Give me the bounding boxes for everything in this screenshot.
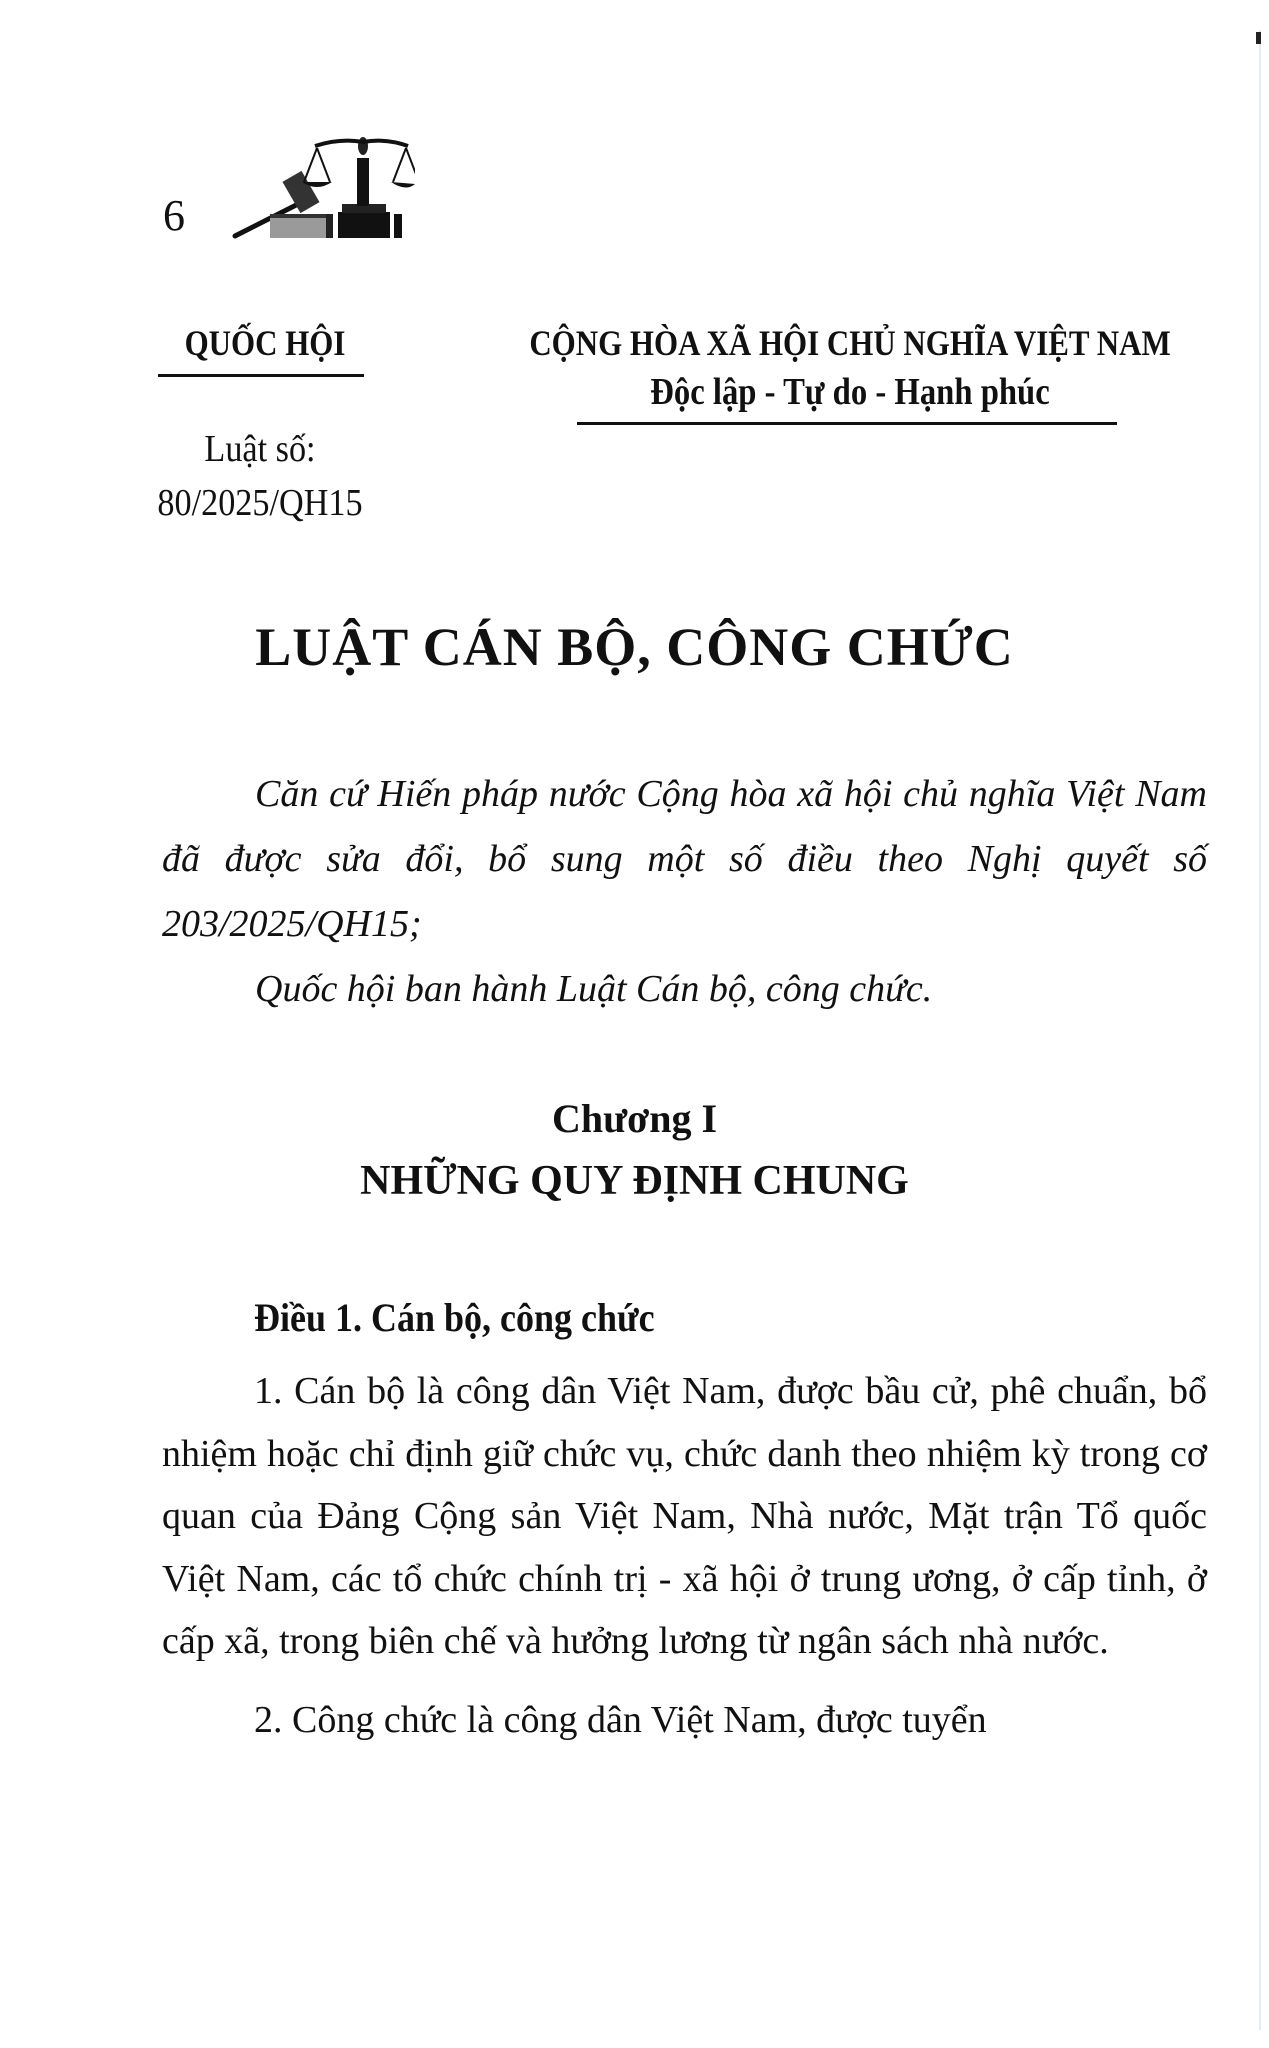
issuing-agency-block (140, 318, 390, 368)
preamble-legal-basis: Căn cứ Hiến pháp nước Cộng hòa xã hội chủ nghĩa Việt Nam đã được sửa đổi, bổ sung một số điều theo Nghị quyết số 203/2025/QH15; (162, 773, 1207, 945)
preamble (162, 762, 1207, 1022)
agency-underline (158, 374, 364, 377)
issuing-agency: QUỐC HỘI (184, 323, 346, 363)
document-title: LUẬT CÁN BỘ, CÔNG CHỨC (255, 617, 1014, 677)
motto-underline (577, 422, 1117, 425)
law-number: 80/2025/QH15 (157, 482, 363, 524)
article-clause: 1. Cán bộ là công dân Việt Nam, được bầu cử, phê chuẩn, bổ nhiệm hoặc chỉ định giữ chức vụ, chức danh theo nhiệm kỳ trong cơ quan của Đảng Cộng sản Việt Nam, Nhà nước, Mặt trận Tổ quốc Việt Nam, các tổ chức chính trị - xã hội ở trung ương, ở cấp tỉnh, ở cấp xã, trong biên chế và hưởng lương từ ngân sách nhà nước. (162, 1370, 1207, 1662)
article-clause: 2. Công chức là công dân Việt Nam, được tuyển (254, 1698, 987, 1741)
chapter-label: Chương I (551, 1096, 718, 1141)
article-heading: Điều 1. Cán bộ, công chức (254, 1295, 655, 1340)
country-name: CỘNG HÒA XÃ HỘI CHỦ NGHĨA VIỆT NAM (529, 323, 1171, 363)
page-number: 6 (163, 191, 185, 240)
national-title-block (460, 318, 1240, 418)
national-motto: Độc lập - Tự do - Hạnh phúc (650, 371, 1050, 413)
law-number-label: Luật số: (204, 428, 316, 470)
chapter-heading (0, 1088, 1269, 1212)
preamble-enactment: Quốc hội ban hành Luật Cán bộ, công chức. (255, 968, 933, 1010)
article-body (162, 1360, 1207, 1767)
law-number-block (110, 422, 410, 530)
page-edge-mark (1256, 32, 1261, 44)
chapter-title: NHỮNG QUY ĐỊNH CHUNG (360, 1158, 909, 1204)
page-edge-line (1259, 30, 1261, 2030)
scales-of-justice-icon (230, 128, 415, 246)
